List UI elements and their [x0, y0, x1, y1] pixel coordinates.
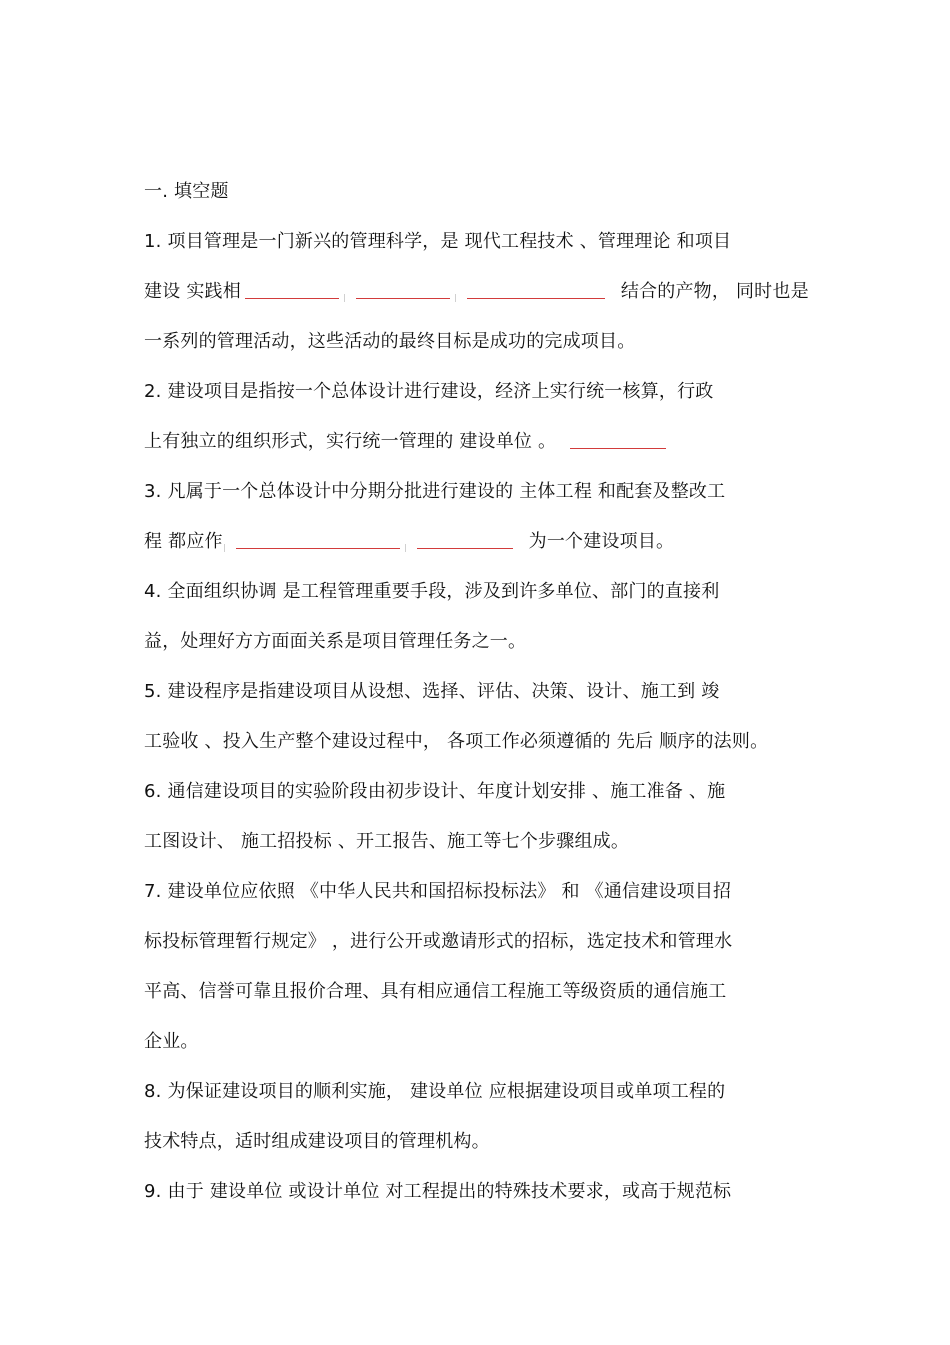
question-8-line-2: 技术特点，适时组成建设项目的管理机构。 [144, 1131, 490, 1152]
blank-separator [344, 294, 351, 302]
question-7-line-3: 平高、信誉可靠且报价合理、具有相应通信工程施工等级资质的通信施工 [144, 981, 727, 1002]
section-heading: 一. 填空题 [144, 181, 229, 202]
question-7-line-1: 7. 建设单位应依照 《中华人民共和国招标投标法》 和 《通信建设项目招 [144, 881, 732, 902]
question-5-line-1: 5. 建设程序是指建设项目从设想、选择、评估、决策、设计、施工到 竣 [144, 681, 720, 702]
answer-blank [570, 436, 666, 449]
answer-blank [245, 286, 339, 299]
question-3-line-2-prefix: 程 都应作 [144, 531, 223, 552]
question-1-line-3: 一系列的管理活动，这些活动的最终目标是成功的完成项目。 [144, 331, 636, 352]
question-3-line-2 [144, 530, 674, 554]
question-1-line-2 [144, 280, 809, 304]
question-4-line-1: 4. 全面组织协调 是工程管理重要手段，涉及到许多单位、部门的直接利 [144, 581, 720, 602]
question-2-line-2-text: 上有独立的组织形式，实行统一管理的 建设单位 。 [144, 431, 557, 452]
blank-separator [405, 544, 412, 552]
question-9-line-1: 9. 由于 建设单位 或设计单位 对工程提出的特殊技术要求，或高于规范标 [144, 1181, 732, 1202]
question-1-line-2-suffix: 结合的产物， 同时也是 [620, 281, 809, 302]
question-2-line-1: 2. 建设项目是指按一个总体设计进行建设，经济上实行统一核算，行政 [144, 381, 714, 402]
answer-blank [467, 286, 605, 299]
question-3-line-1: 3. 凡属于一个总体设计中分期分批进行建设的 主体工程 和配套及整改工 [144, 481, 726, 502]
answer-blank [236, 536, 400, 549]
question-3-line-2-suffix: 为一个建设项目。 [528, 531, 675, 552]
question-1-line-1: 1. 项目管理是一门新兴的管理科学，是 现代工程技术 、管理理论 和项目 [144, 231, 732, 252]
blank-separator [455, 294, 462, 302]
question-8-line-1: 8. 为保证建设项目的顺利实施， 建设单位 应根据建设项目或单项工程的 [144, 1081, 726, 1102]
question-7-line-4: 企业。 [144, 1031, 199, 1052]
question-4-line-2: 益，处理好方方面面关系是项目管理任务之一。 [144, 631, 527, 652]
question-2-line-2 [144, 430, 670, 454]
question-5-line-2: 工验收 、投入生产整个建设过程中， 各项工作必须遵循的 先后 顺序的法则。 [144, 731, 769, 752]
question-1-line-2-prefix: 建设 实践相 [144, 281, 241, 302]
question-7-line-2: 标投标管理暂行规定》 ，进行公开或邀请形式的招标，选定技术和管理水 [144, 931, 733, 952]
question-6-line-1: 6. 通信建设项目的实验阶段由初步设计、年度计划安排 、施工准备 、施 [144, 781, 726, 802]
answer-blank [417, 536, 513, 549]
blank-separator [224, 544, 231, 552]
answer-blank [356, 286, 450, 299]
question-6-line-2: 工图设计、 施工招投标 、开工报告、施工等七个步骤组成。 [144, 831, 630, 852]
